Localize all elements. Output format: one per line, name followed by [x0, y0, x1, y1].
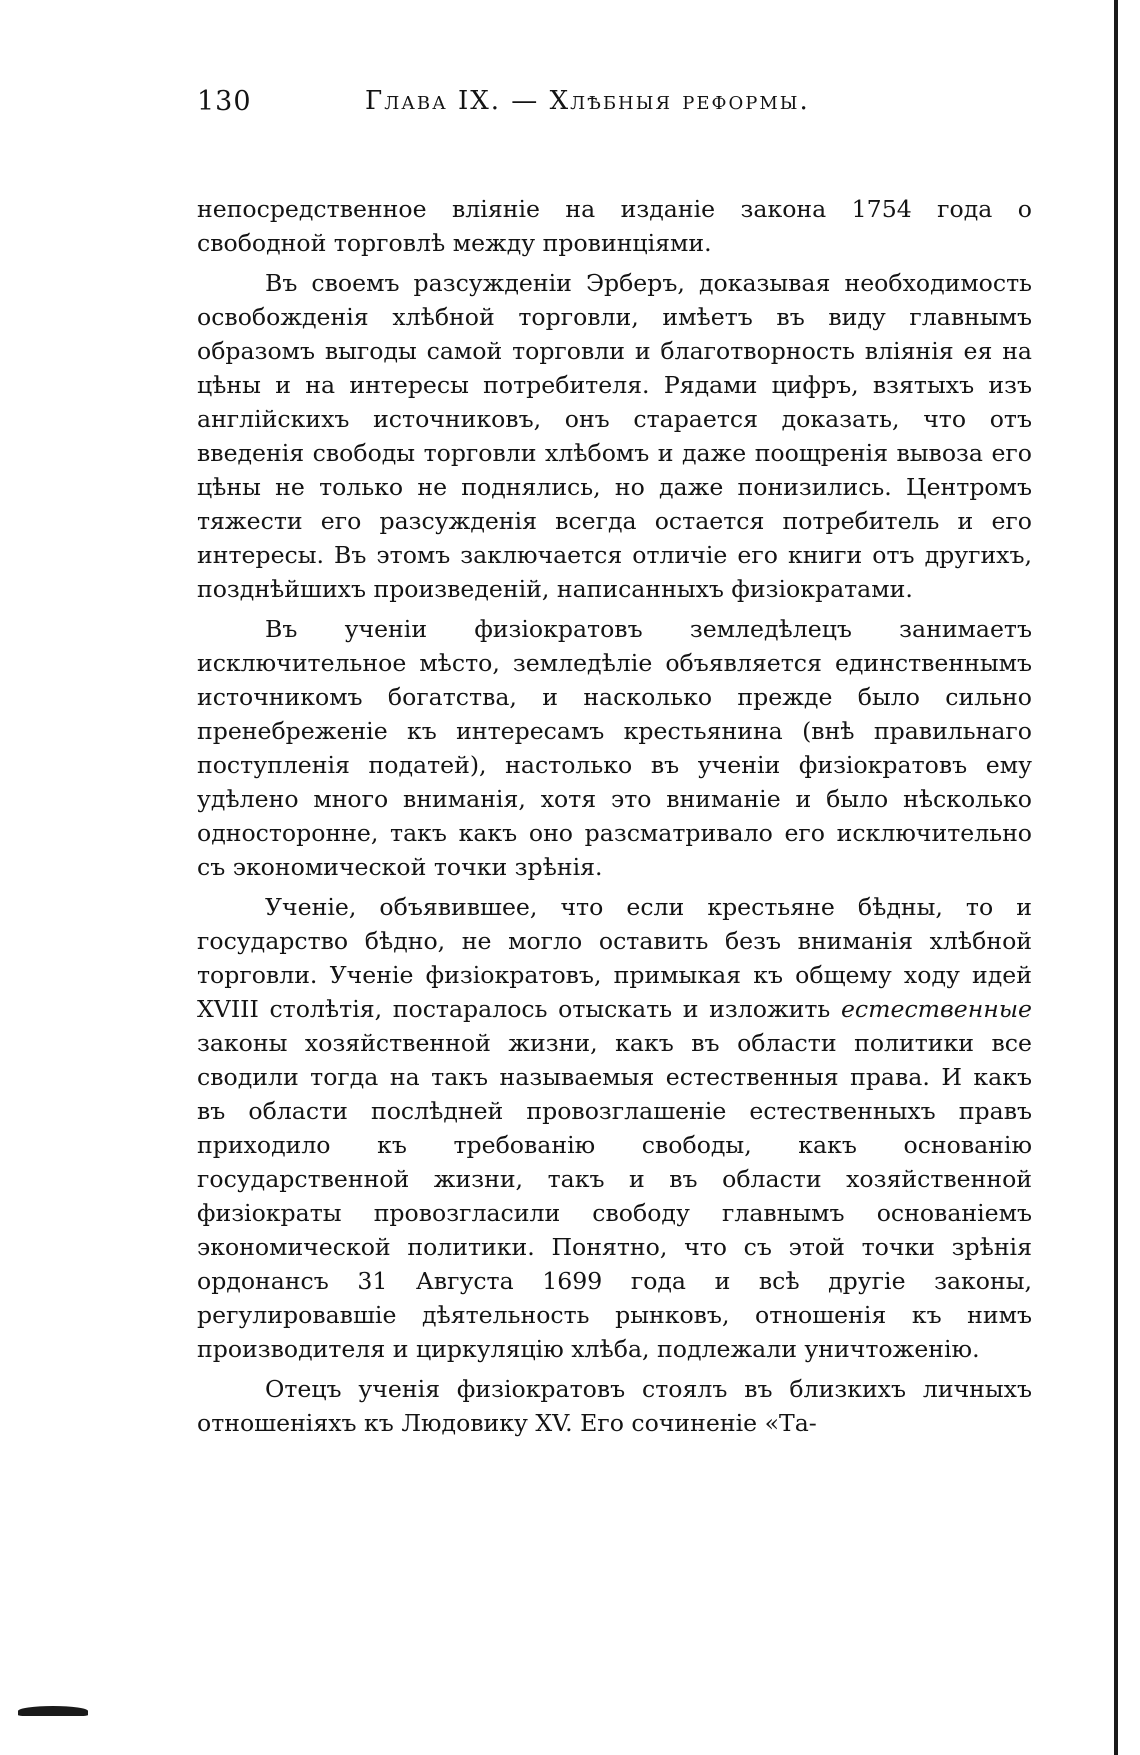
body-text: [197, 192, 1032, 1440]
scan-corner-mark: [18, 1706, 88, 1716]
header-dash: —: [501, 86, 550, 116]
chapter-label: Глава IX.: [365, 86, 502, 116]
emphasis-natural: естественные: [840, 995, 1032, 1023]
running-header: [197, 78, 1032, 130]
paragraph-continuation: непосредственное вліяніе на изданіе закона 1754 года о свободной торговлѣ между провинціями.: [197, 195, 1032, 257]
paragraph-herbert: Въ своемъ разсужденіи Эрберъ, доказывая необходимость освобожденія хлѣбной торговли, имѣетъ въ виду главнымъ образомъ выгоды самой торговли и благотворность вліянія ея на цѣны и на интересы потребителя. Рядами цифръ, взятыхъ изъ англійскихъ источниковъ, онъ старается доказать, что отъ введенія свободы торговли хлѣбомъ и даже поощренія вывоза его цѣны не только не поднялись, но даже понизились. Центромъ тяжести его разсужденія всегда остается потребитель и его интересы. Въ этомъ заключается отличіе его книги отъ другихъ, позднѣйшихъ произведеній, написанныхъ физіократами.: [197, 269, 1032, 603]
paragraph-physiocrats-farmer: Въ ученіи физіократовъ земледѣлецъ занимаетъ исключительное мѣсто, земледѣліе объявляется единственнымъ источникомъ богатства, и насколько прежде было сильно пренебреженіе къ интересамъ крестьянина (внѣ правильнаго поступленія податей), настолько въ ученіи физіократовъ ему удѣлено много вниманія, хотя это вниманіе и было нѣсколько односторонне, такъ какъ оно разсматривало его исключительно съ экономической точки зрѣнія.: [197, 615, 1032, 881]
paragraph-natural-laws-part2: законы хозяйственной жизни, какъ въ области политики все сводили тогда на такъ называемыя естественныя права. И какъ въ области послѣдней провозглашеніе естественныхъ правъ приходило къ требованію свободы, какъ основанію государственной жизни, такъ и въ области хозяйственной физіократы провозгласили свободу главнымъ основаніемъ экономической политики. Понятно, что съ этой точки зрѣнія ордонансъ 31 Августа 1699 года и всѣ другіе законы, регулировавшіе дѣятельность рынковъ, отношенія къ нимъ производителя и циркуляцію хлѣба, подлежали уничтоженію.: [197, 1029, 1032, 1363]
page-number: 130: [197, 86, 252, 117]
paragraph-natural-laws-part1: Ученіе, объявившее, что если крестьяне бѣдны, то и государство бѣдно, не могло оставить безъ вниманія хлѣбной торговли. Ученіе физіократовъ, примыкая къ общему ходу идей XVIII столѣтія, постаралось отыскать и изложить: [197, 893, 1032, 1023]
book-page: [197, 78, 1032, 1440]
running-head: [365, 86, 810, 116]
page-edge-rule: [1114, 0, 1118, 1755]
chapter-title: Хлѣбныя реформы.: [549, 86, 810, 116]
paragraph-father-of-doctrine: Отецъ ученія физіократовъ стоялъ въ близкихъ личныхъ отношеніяхъ къ Людовику XV. Его сочиненіе «Та-: [197, 1375, 1032, 1437]
paragraph-natural-laws: [197, 890, 1032, 1366]
